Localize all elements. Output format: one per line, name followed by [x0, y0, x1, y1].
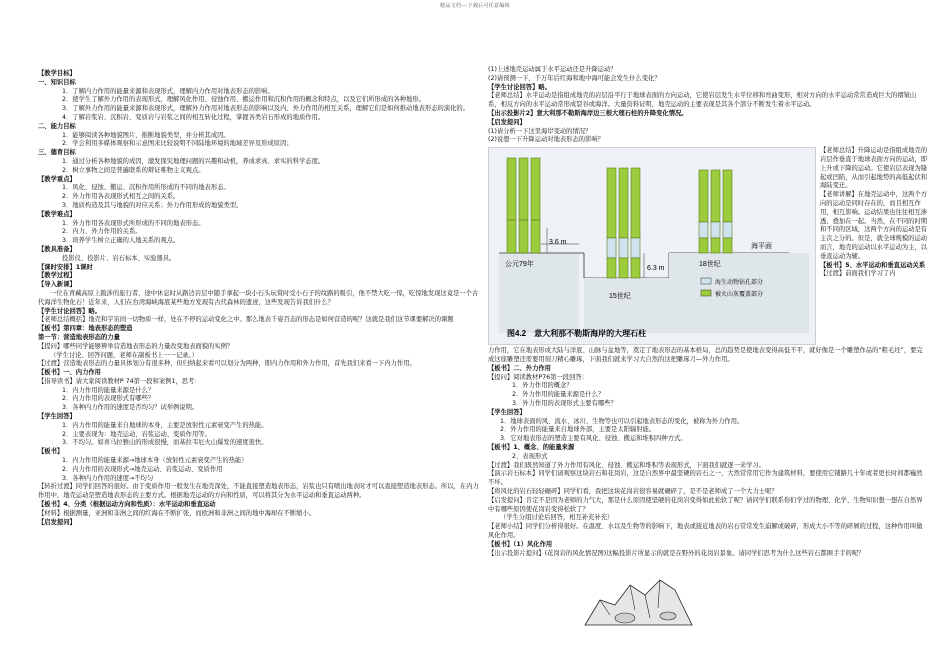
left-line: 【指导读书】请大家阅读教材P 74第一段和案例1，思考：: [38, 377, 201, 385]
left-line: 2．学会利用多媒体观察和示意图来比较说明不同陆地环境的地域差异及形成原因；: [62, 140, 293, 148]
right-bottom-line: 1．地球表面的风、流水、冰川、生物等也可以引起地表形态的变化，被称为外力作用。: [500, 417, 744, 425]
left-line: 二、能力目标: [38, 122, 76, 130]
right-top-text: [488, 66, 928, 145]
right-top-line: 【出示投影片2】意大利那不勒斯海岸边三根大理石柱的升降变化情况。: [488, 109, 688, 117]
columns-15th-century: [607, 168, 640, 278]
left-line: 三、德育目标: [38, 149, 76, 157]
right-top-line: 【学生讨论回答】略。: [488, 83, 551, 91]
right-top-line: (1)请分析一下这里海岸变动的情况？: [488, 127, 592, 135]
right-bottom-line: 3．它对地表形态的塑造主要有风化、侵蚀、搬运和堆积四种方式。: [500, 435, 687, 443]
right-bottom-line: 【演示岩石标本】同学们请观察这块岩石和花岗岩，这是自然界中最坚硬的岩石之一，大然常常用它作为建筑材料，要使用它铺路几十年或者更长时间都巍然不坏。: [488, 470, 923, 487]
left-line: 4．了解岩浆岩、沉积岩、变质岩与岩浆之间的相互转化过程，掌握各类岩石形成的地质作用。: [62, 113, 325, 121]
left-line: 3．各种内力作用的速度→不均匀: [62, 474, 154, 482]
left-line: 【启发提问】: [38, 518, 76, 526]
label-15th: 15世纪: [609, 293, 631, 301]
legend-ash: 被火山灰覆盖部分: [715, 292, 764, 299]
label-3-6m: 3.6 m: [549, 239, 567, 247]
left-line: 【课时安排】1课时: [38, 263, 93, 271]
right-bottom-line: 2．外力作用的能量来自地球外部，主要是太阳辐射能。: [500, 426, 656, 434]
label-18th: 18世纪: [699, 261, 721, 269]
left-line: 1．风化、侵蚀、搬运、沉积作用所形成的不同的地表形态。: [62, 184, 230, 192]
label-79ad: 公元79年: [505, 261, 534, 269]
left-line: 【板书】4、分类（根据运动方向和性质）：水平运动和垂直运动: [38, 501, 216, 509]
columns-18th-century: [699, 170, 732, 253]
left-line: 1．通过分析各种地貌的成因，激发探究地理问题的兴趣和动机，养成求真、求实的科学态度。: [62, 157, 325, 165]
left-line: 2．外力作用各表现形式相互之间的关系。: [62, 193, 180, 201]
left-line: 【板书】第四章：地表形态的塑造: [38, 325, 133, 333]
left-line: 3．培养学生树立正确的人地关系的观点。: [62, 237, 180, 245]
left-line: 3．各种内力作用的速度是否均匀？试举例说明。: [62, 404, 199, 412]
right-bottom-text: [488, 347, 928, 558]
figure-block: [488, 147, 928, 345]
left-line: 1．内力作用的能量来源是什么？: [62, 386, 155, 394]
label-sea-level: 海平面: [751, 243, 772, 251]
left-line: （学生讨论、回答问题，老师在副板书上一一记录。）: [50, 351, 198, 359]
right-top-line: 【老师总结】水平运动是指组成地壳的岩层沿平行于地球表面的方向运动，它使岩层发生水平位移和弯曲变形，相对方向的水平运动常常造成巨大的褶皱山系，相反方向的水平运动常形成裂谷或海洋。大量资料证明，地壳运动的主要表现是其各个部分不断发生着水平运动。: [488, 92, 917, 109]
right-bottom-line: 【提问】阅读教材P76第一段回答：: [488, 373, 588, 381]
left-line: 1．外力作用各表现形式所形成的不同的地表形态。: [62, 219, 205, 227]
right-bottom-line: 【老师小结】同学们分析得很好。在温度、水以及生物等的影响下，地表或接近地表的岩石常常发生崩解或破碎，形成大小不等的碎屑的过程，这种作用叫做风化作用。: [488, 523, 923, 539]
side-note-line: 【板书】5、水平运动和垂直运动关系: [820, 261, 926, 269]
left-line: 【转折过渡】同学们回答的很好。由于变质作用一般发生在地壳深处，不能直接塑造地表形态，岩浆也只有喷出地表时才可以直接塑造地表形态。所以，在内力作用中，地壳运动是塑造地表形态的主要方式。根据地壳运动的方向和性质，可以将其分为水平运动和垂直运动两种。: [38, 483, 479, 500]
left-column: [38, 70, 480, 527]
columns-79ad: [507, 158, 540, 253]
figure-side-notes: [820, 147, 930, 279]
right-bottom-line: 2．外力作用的能量来源是什么？: [512, 391, 605, 399]
left-line: 【教学重点】: [38, 175, 76, 183]
left-line: 【教具准备】: [38, 245, 76, 253]
left-line: 【教学难点】: [38, 210, 76, 218]
left-line: 1．了解内力作用的能量来源和表现形式，理解内力作用对地表形态的影响。: [62, 87, 274, 95]
left-line: 【板书】一、内力作用: [38, 369, 101, 377]
left-line: 2．内力、外力作用的关系。: [62, 228, 142, 236]
right-bottom-line: 【将风化的岩石轻轻碾碎】同学们看，我把这块花岗岩很容易就碾碎了，是不是老师成了一个大力士呢？: [488, 487, 778, 495]
left-line: 2．主要表现为：地壳运动、岩浆运动、变质作用等。: [62, 430, 211, 438]
left-line: 【学生讨论回答】略。: [38, 307, 101, 315]
figure-caption: 图4.2 意大利那不勒斯海岸的大理石柱: [507, 329, 647, 339]
left-line: 【教学过程】: [38, 272, 76, 280]
legend-swatch-ash: [701, 290, 711, 296]
granite-weathering-sketch: [580, 560, 700, 630]
left-line: 一、知识目标: [38, 78, 76, 86]
left-line: 1．内力作用的能量来自地球的本身，主要是放射性元素衰变产生的热能。: [62, 421, 268, 429]
marble-column-figure: [488, 147, 816, 345]
left-line: 3．了解外力作用的能量来源和表现形式，理解外力作用对地表形态的影响以及内、外力作用的相互关系，理解它们是如何推动地表形态的演化的。: [62, 105, 470, 113]
legend-borings: 海生动物钻孔部分: [715, 280, 764, 287]
left-line: 【教学目标】: [38, 70, 76, 77]
left-line: 【导入新课】: [38, 281, 76, 289]
page-header: 精品文档---下载后可任意编辑: [440, 3, 510, 9]
right-column: [488, 66, 928, 634]
left-line: 2．树立事物之间是普遍联系的辩证唯物主义观点。: [62, 166, 205, 174]
right-bottom-line: 【板书】（1）风化作用: [488, 540, 553, 548]
right-bottom-line: 3．外力作用的表现形式主要有哪些？: [512, 399, 617, 407]
left-line: 2．内力作用的表现形式有哪些？: [62, 395, 155, 403]
legend-swatch-borings: [701, 278, 711, 284]
right-bottom-line: 【过渡】我们既然知道了外力作用有风化、侵蚀、搬运和堆积等表现形式，下面我们就逐一来学习。: [488, 461, 766, 469]
left-line: 1．能够阅读各种地貌图片，推断地貌类型，并分析其成因。: [62, 131, 230, 139]
right-top-line: (1)上述地壳运动属于水平运动还是升降运动？: [488, 66, 617, 73]
right-bottom-line: 1．外力作用的概念？: [512, 382, 573, 390]
right-bottom-line: 【板书】二、外力作用: [488, 364, 551, 372]
left-line: 3．不均匀。如喜马拉雅山的形成很慢，而基拉韦厄火山爆发的速度很快。: [62, 439, 268, 447]
left-line: 投影仪、投影片、岩石标本、实验器具。: [62, 254, 176, 262]
right-bottom-line: （学生分组讨论后回答，相互补充补充）: [500, 514, 614, 522]
left-line: 【老师总结概括】地壳和宇宙间一切物质一样，处在不停的运动变化之中。那么地表千姿百态的形态是如何营造的呢？这就是我们这节课要解决的课题: [38, 316, 454, 324]
right-bottom-line: 2、表现形式: [512, 452, 548, 460]
right-bottom-line: 【板书】1、概念、的能量来源: [488, 443, 575, 451]
left-line: 一位在青藏高原上跋涉的旅行者，途中休息时从路边岩层中随手拿起一块小石头玩赏时受小石子的纹路的吸引，他不禁大吃一惊，吃惊地发现这竟是一个古代海洋生物化石！近年来，人们在台湾海峡海底某些地方发现有古代森林的遗迹，这些发现告诉我们什么？: [38, 289, 479, 306]
left-line: 3．地质构造及其与地貌的对应关系；外力作用形成的地貌类型。: [62, 201, 243, 209]
right-bottom-line: 【学生回答】: [488, 408, 526, 416]
left-line: 【提问】哪些同学能够辨举营造地表形态的力量改变地表面貌的实例？: [38, 342, 234, 350]
label-6-3m: 6.3 m: [647, 265, 665, 273]
right-bottom-line: 【出示投影片提问】(花岗岩的风化情况图)这幅投影片所显示的就是在野外的花岗岩景象。请同学们思考为什么这些岩石都围手手的呢？: [488, 549, 865, 557]
side-note-line: 【老师总结】升降运动是指组成地壳的岩层作垂直于地球表面方向的运动，即上升或下降的运动。它使岩层表现为隆起或凹陷，从而引起地势的高低起伏和海陆变迁。: [820, 147, 928, 190]
right-top-line: 【启发提问】: [488, 118, 526, 126]
left-line: 【过渡】营造地表形态的力量具体划分有很多种，但归纳起来看可以划分为两种，即内力作用和外力作用，首先我们来看一下内力作用。: [38, 360, 416, 368]
left-line: 1．内力作用的能量来源→地球本身（放射性元素衰变产生的热能）: [62, 457, 248, 465]
left-line: 2．内力作用的表现形式→地壳运动、岩浆运动、变质作用: [62, 465, 223, 473]
marble-column-diagram: [489, 148, 815, 344]
right-top-line: (2)请预测一下，千万年后红海和地中海可能会发生什么变化？: [488, 74, 661, 82]
side-note-line: 【过渡】前面我们学习了内: [820, 270, 896, 278]
left-line: 【学生回答】: [38, 413, 76, 421]
side-note-line: 【老师讲解】在地壳运动中，这两个方向的运动是同时存在的，而且相互作用，相互影响。运动结果也往往相互渗透、叠加在一起。当然，在不同的时期和不同的区域，这两个方向的运动是有主次之分的。但是，就全球规模的运动而言，地壳的运动以水平运动为主，以垂直运动为辅。: [820, 191, 928, 260]
left-line: 【板书】: [38, 448, 64, 456]
left-line: 2．使学生了解外力作用的表现形式，理解风化作用、侵蚀作用、搬运作用和沉积作用的概念和特点，以及它们所形成的各种地形。: [62, 96, 425, 104]
left-line: 【材料】根据测量，亚洲和非洲之间的红海在不断扩张，而欧洲和非洲之间的地中海却在不断缩小。: [38, 509, 316, 517]
right-bottom-line: 力作用，它在地表形成大陆与洋底、山脉与盆地等，奠定了地表形态的基本格局，总的趋势是使地表变得高低不平，就好像是一个雕塑作品的“粗毛坯”，要完成这座雕塑还需要用刻刀精心雕琢，下面我们就来学习大自然的这把雕琢刀—外力作用。: [488, 347, 923, 363]
right-top-line: (2)说想一下升降运动对地表形态的影响？: [488, 136, 604, 144]
left-line: 第一节：营造地表形态的力量: [38, 333, 120, 341]
right-bottom-line: 【启发提问】肯定不是因为老师的力气大，那是什么原因使坚硬的花岗岩变得如此松软了呢？请同学们联系你们学过的物理、化学、生物知识想一想在自然界中有哪些原因使花岗岩变得松软了？: [488, 496, 923, 513]
